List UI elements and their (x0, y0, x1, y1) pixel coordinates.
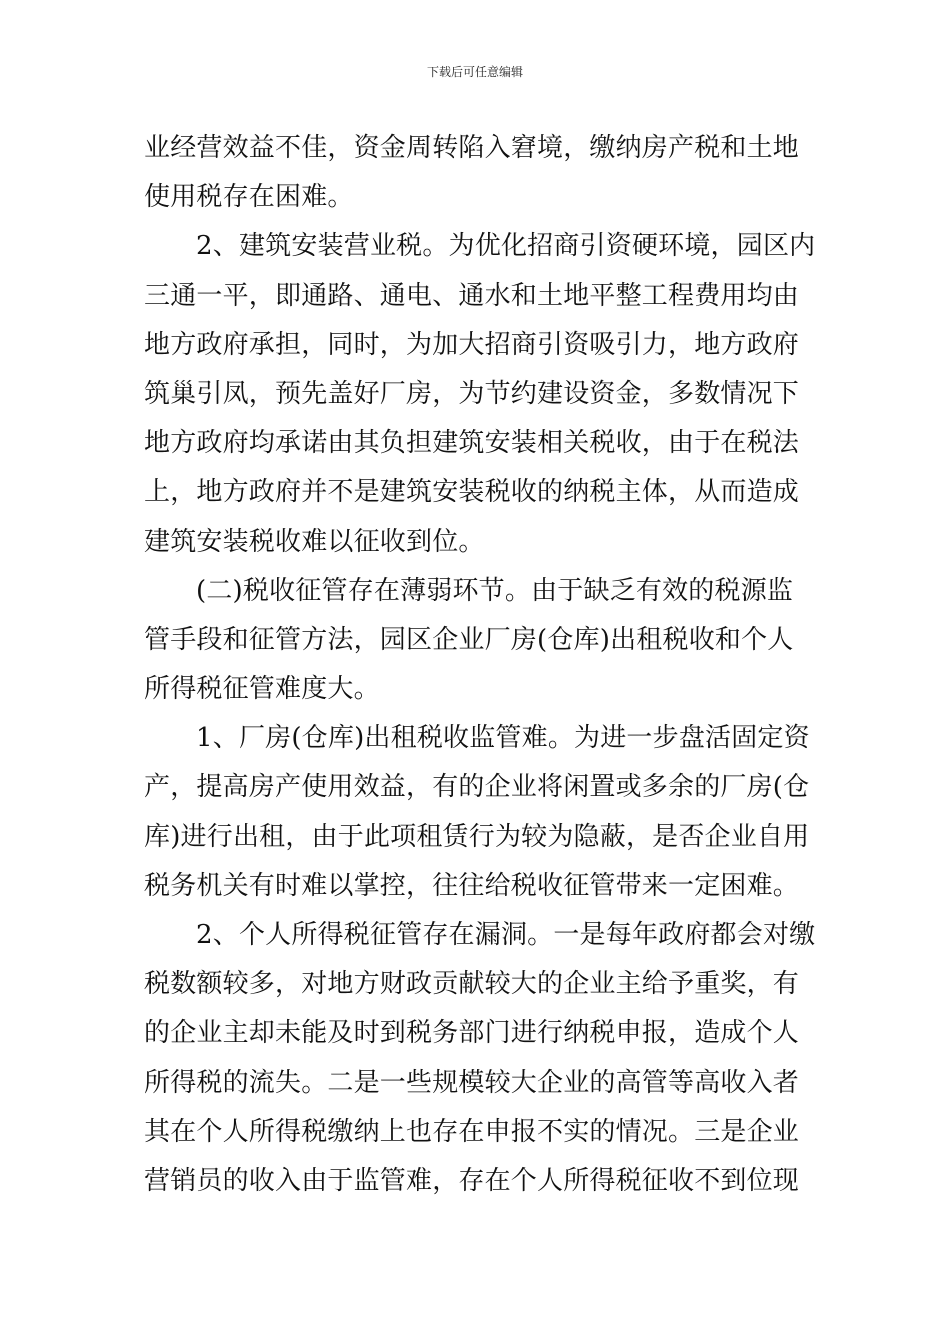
page-header: 下载后可任意编辑 (426, 65, 523, 79)
text-line: 2、个人所得税征管存在漏洞。一是每年政府都会对缴 (196, 920, 816, 950)
paragraph (144, 222, 814, 566)
text-line: 所得税的流失。二是一些规模较大企业的高管等高收入者 (144, 1067, 800, 1098)
text-line: 产，提高房产使用效益，有的企业将闲置或多余的厂房(仓 (144, 772, 810, 803)
text-line: 营销员的收入由于监管难，存在个人所得税征收不到位现 (144, 1165, 800, 1196)
text-line: 上，地方政府并不是建筑安装税收的纳税主体，从而造成 (144, 477, 800, 508)
text-line: 1、厂房(仓库)出租税收监管难。为进一步盘活固定资 (196, 723, 810, 754)
text-line: 筑巢引凤，预先盖好厂房，为节约建设资金，多数情况下 (144, 378, 800, 409)
text-line: (二)税收征管存在薄弱环节。由于缺乏有效的税源监 (196, 575, 794, 606)
text-line: 建筑安装税收难以征收到位。 (144, 526, 485, 557)
text-line: 三通一平，即通路、通电、通水和土地平整工程费用均由 (144, 280, 800, 311)
text-line: 地方政府承担，同时，为加大招商引资吸引力，地方政府 (144, 329, 800, 360)
text-line: 的企业主却未能及时到税务部门进行纳税申报，造成个人 (144, 1018, 800, 1049)
text-line: 库)进行出租，由于此项租赁行为较为隐蔽，是否企业自用 (144, 821, 810, 852)
paragraph (144, 124, 814, 222)
text-line: 其在个人所得税缴纳上也存在申报不实的情况。三是企业 (144, 1116, 800, 1147)
text-line: 2、建筑安装营业税。为优化招商引资硬环境，园区内 (196, 231, 816, 262)
paragraph (144, 714, 814, 911)
text-line: 税务机关有时难以掌控，往往给税收征管带来一定困难。 (144, 870, 800, 901)
paragraph (144, 911, 814, 1206)
paragraph (144, 567, 814, 715)
text-line: 地方政府均承诺由其负担建筑安装相关税收，由于在税法 (144, 428, 800, 459)
text-line: 使用税存在困难。 (144, 182, 354, 213)
text-line: 所得税征管难度大。 (144, 674, 380, 705)
text-line: 业经营效益不佳，资金周转陷入窘境，缴纳房产税和土地 (144, 133, 800, 163)
text-line: 税数额较多，对地方财政贡献较大的企业主给予重奖，有 (144, 969, 800, 1000)
document-body (144, 124, 814, 1206)
text-line: 管手段和征管方法，园区企业厂房(仓库)出租税收和个人 (144, 624, 794, 655)
